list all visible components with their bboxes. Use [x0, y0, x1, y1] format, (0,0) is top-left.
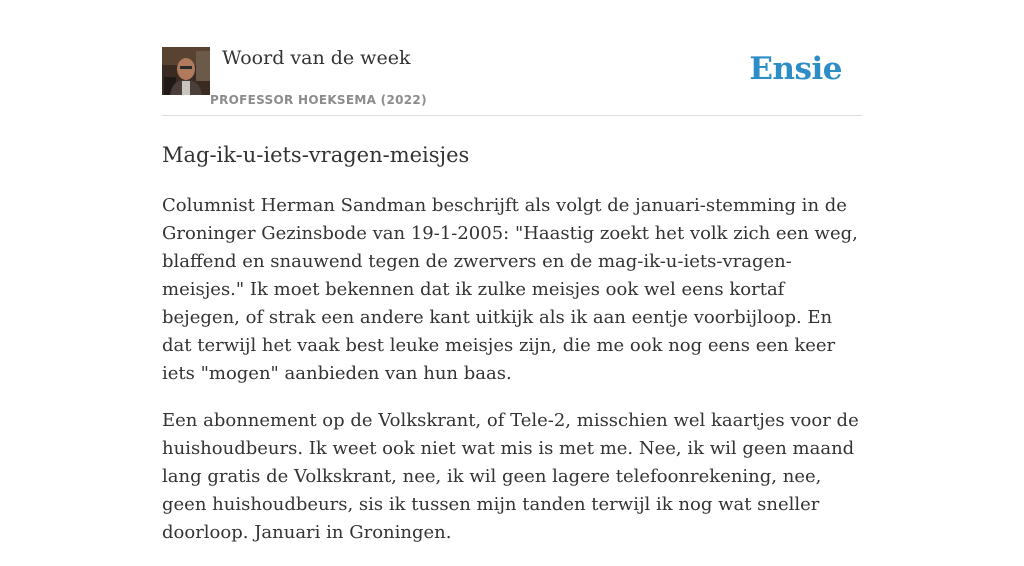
author-photo — [162, 47, 210, 95]
article-body — [162, 192, 862, 566]
header — [162, 46, 862, 116]
ensie-logo[interactable]: Ensie — [749, 51, 842, 87]
header-divider — [162, 115, 862, 116]
author-name[interactable]: PROFESSOR HOEKSEMA (2022) — [210, 93, 427, 107]
avatar[interactable] — [162, 47, 210, 95]
article-paragraph: Een abonnement op de Volkskrant, of Tele-2, misschien wel kaartjes voor de huishoudbeurs. Ik weet ook niet wat mis is met me. Nee, ik wil geen maand lang gratis de Volkskrant, nee, ik wil geen lagere telefoonrekening, nee, geen huishoudbeurs, sis ik tussen mijn tanden terwijl ik nog wat sneller doorloop. Januari in Groningen. — [162, 410, 859, 543]
article-paragraph: Columnist Herman Sandman beschrijft als volgt de januari-stemming in de Groninger Gezinsbode van 19-1-2005: "Haastig zoekt het volk zich een weg, blaffend en snauwend tegen de zwervers en de mag-ik-u-iets-vragen-meisjes." Ik moet bekennen dat ik zulke meisjes ook wel eens kortaf bejegen, of strak een andere kant uitkijk als ik aan eentje voorbijloop. En dat terwijl het vaak best leuke meisjes zijn, die me ook nog eens een keer iets "mogen" aanbieden van hun baas. — [162, 195, 858, 384]
article-title: Mag-ik-u-iets-vragen-meisjes — [162, 143, 470, 167]
blog-title[interactable]: Woord van de week — [222, 47, 411, 69]
